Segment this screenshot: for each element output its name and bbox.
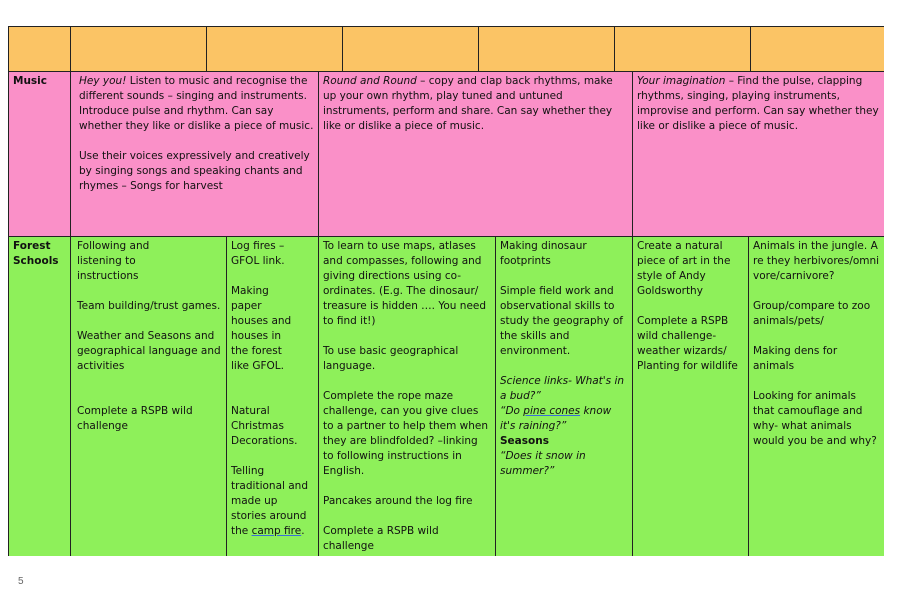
pine-cones-link: pine cones — [523, 405, 581, 417]
forest-cell-4 — [496, 237, 633, 556]
forest-c4-pine-post: know it's raining?” — [500, 405, 612, 432]
forest-c2-p4-text: Telling traditional and made up stories around the — [231, 465, 309, 537]
forest-cell-2 — [227, 237, 319, 556]
music-spring-title: Round and Round — [323, 75, 417, 87]
curriculum-table — [8, 26, 884, 556]
forest-c1-p2: Team building/trust games. — [77, 300, 221, 312]
forest-c3-p3: Complete the rope maze challenge, can you give clues to a partner to help them when they are blindfolded? –linking to following instructions in English. — [323, 390, 489, 477]
forest-c6-p3: Making dens for animals — [753, 345, 838, 372]
forest-c1-p1: Following and listening to instructions — [77, 240, 150, 282]
music-autumn-text — [79, 74, 314, 134]
header-cell-5 — [615, 27, 751, 72]
music-spring-text — [323, 74, 628, 134]
forest-c4-science: Science links- What's in a bud?” — [500, 375, 625, 402]
forest-cell-1 — [71, 237, 227, 556]
forest-c1-p4: Complete a RSPB wild challenge — [77, 405, 193, 432]
header-cell-2 — [207, 27, 343, 72]
forest-c4-p1: Making dinosaur footprints — [500, 240, 587, 267]
header-cell-6 — [751, 27, 884, 72]
forest-c4-snow: “Does it snow in summer?” — [500, 450, 586, 477]
forest-label: Forest Schools — [13, 240, 59, 267]
header-cell-label — [9, 27, 71, 72]
header-cell-1 — [71, 27, 207, 72]
music-row-label — [9, 72, 71, 237]
forest-c2-p2: Making paper houses and houses in the forest like GFOL. — [231, 285, 292, 372]
music-summer-cell — [633, 72, 884, 237]
forest-c6-p4: Looking for animals that camouflage and why- what animals would you be and why? — [753, 390, 877, 447]
forest-c2-p4 — [231, 464, 311, 539]
forest-c5-p1: Create a natural piece of art in the style of Andy Goldsworthy — [637, 240, 731, 297]
forest-cell-5 — [633, 237, 749, 556]
music-autumn-desc: Listen to music and recognise the different sounds – singing and instruments. Introduce pulse and rhythm. Can say whether they like or dislike a piece of music. — [79, 75, 314, 132]
camp-fire-link: camp fire — [251, 525, 302, 537]
forest-cell-6 — [749, 237, 884, 556]
forest-c2-p4-end: . — [301, 525, 305, 537]
header-cell-4 — [479, 27, 615, 72]
forest-c4-p2: Simple field work and observational skills to study the geography of the skills and environment. — [500, 285, 623, 357]
forest-c6-p1: Animals in the jungle. Are they herbivores/omnivore/carnivore? — [753, 240, 880, 282]
music-spring-desc: – copy and clap back rhythms, make up your own rhythm, play tuned and untuned instruments, perform and share. Can say whether they like or dislike a piece of music. — [323, 75, 613, 132]
forest-c2-p3: Natural Christmas Decorations. — [231, 405, 298, 447]
music-summer-desc: – Find the pulse, clapping rhythms, singing, playing instruments, improvise and perform. Can say whether they like or dislike a piece of music. — [637, 75, 879, 132]
header-cell-3 — [343, 27, 479, 72]
forest-c4-seasons: Seasons — [500, 435, 549, 447]
music-spring-cell — [319, 72, 633, 237]
forest-c3-p2: To use basic geographical language. — [323, 345, 459, 372]
music-autumn-voices: Use their voices expressively and creatively by singing songs and speaking chants and rhymes – Songs for harvest — [79, 150, 310, 192]
forest-c1-p3: Weather and Seasons and geographical language and activities — [77, 330, 221, 372]
forest-c3-p5: Complete a RSPB wild challenge — [323, 525, 439, 552]
forest-c6-p2: Group/compare to zoo animals/pets/ — [753, 300, 871, 327]
page-number: 5 — [18, 576, 24, 587]
music-summer-text — [637, 74, 880, 134]
forest-c4-pine-pre: “Do — [500, 405, 524, 417]
forest-c4-pine — [500, 404, 628, 434]
music-autumn-title: Hey you! — [79, 75, 127, 87]
forest-row-label — [9, 237, 71, 556]
forest-c3-p4: Pancakes around the log fire — [323, 495, 473, 507]
music-label: Music — [13, 75, 47, 87]
music-summer-title: Your imagination — [637, 75, 726, 87]
forest-cell-3 — [319, 237, 496, 556]
music-autumn-cell — [71, 72, 319, 237]
forest-c2-p1: Log fires – GFOL link. — [231, 240, 285, 267]
forest-c5-p2: Complete a RSPB wild challenge- weather wizards/ Planting for wildlife — [637, 315, 738, 372]
forest-c3-p1: To learn to use maps, atlases and compasses, following and giving directions using co-ordinates. (E.g. The dinosaur/ treasure is hidden …. You need to find it!) — [323, 240, 487, 327]
